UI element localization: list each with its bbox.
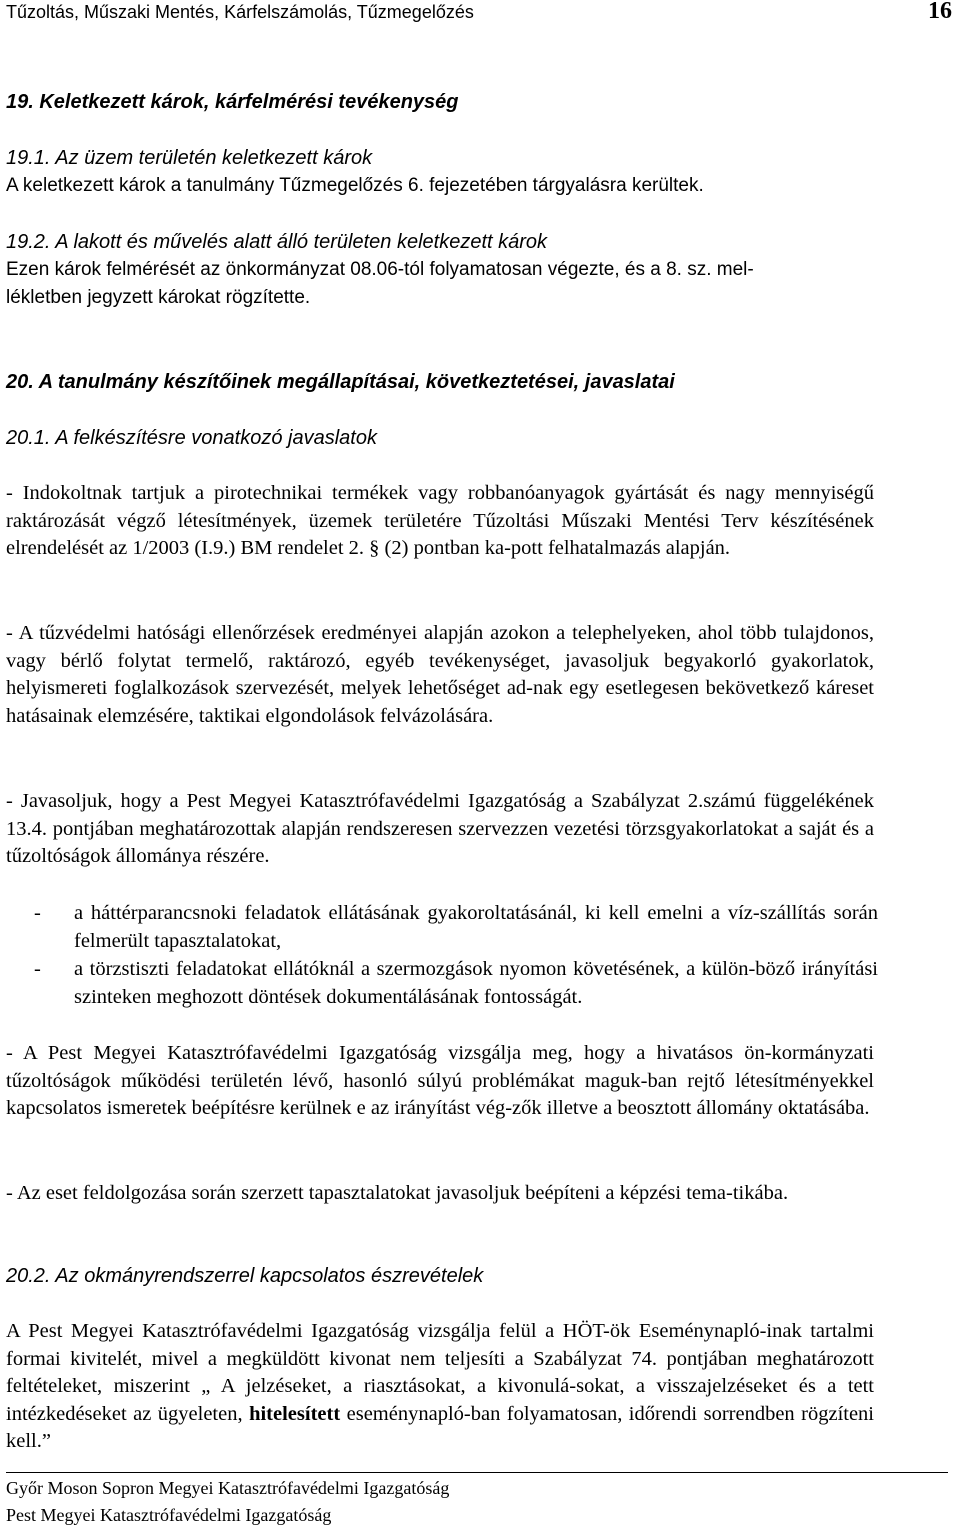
- paragraph-text: A Pest Megyei Katasztrófavédelmi Igazgatóság vizsgálja felül a HÖT-ök Eseménynapló-inak tartalmi formai kivitelét, mivel a megküldött kivonat nem teljesíti a Szabályzat 74. pontjában meghatározott feltételeket, miszerint „ A jelzéseket, a riasztásokat, a kivonulá-sokat, a visszajelzéseket és a tett intézkedéseket az ügyeleten,: [6, 1320, 874, 1425]
- section-20-heading: 20. A tanulmány készítőinek megállapításai, következtetései, javaslatai: [6, 371, 675, 393]
- list-dash: -: [34, 958, 41, 980]
- list-item: [34, 956, 878, 1011]
- paragraph: - Javasoljuk, hogy a Pest Megyei Katasztrófavédelmi Igazgatóság a Szabályzat 2.számú függelékének 13.4. pontjában meghatározottak alapján rendszeresen szervezzen vezetési törzsgyakorlatokat a saját és a tűzoltóságok állománya részére.: [6, 790, 874, 867]
- list-item: [34, 900, 878, 955]
- list-item-text: a törzstiszti feladatokat ellátóknál a szermozgások nyomon követésének, a külön-böző irányítási szinteken meghozott döntések dokumentálásának fontosságát.: [74, 958, 878, 1008]
- section-19-1-heading: 19.1. Az üzem területén keletkezett károk: [6, 147, 373, 169]
- paragraph-text: eseménynapló-ban folyamatosan, időrendi sorrendben rögzíteni kell.”: [6, 1402, 874, 1452]
- paragraph: [6, 1318, 874, 1456]
- emphasis-text: hitelesített: [249, 1402, 341, 1425]
- header-title: Tűzoltás, Műszaki Mentés, Kárfelszámolás, Tűzmegelőzés: [6, 2, 474, 22]
- section-19-2-heading: 19.2. A lakott és művelés alatt álló területen keletkezett károk: [6, 231, 548, 253]
- paragraph: - Indokoltnak tartjuk a pirotechnikai termékek vagy robbanóanyagok gyártását és nagy mennyiségű raktározását végző létesítmények, üzemek területére Tűzoltási Műszaki Mentési Terv készítésének elrendelését az 1/2003 (I.9.) BM rendelet 2. § (2) pontban ka-pott felhatalmazás alapján.: [6, 482, 874, 559]
- section-20-2-heading: 20.2. Az okmányrendszerrel kapcsolatos észrevételek: [6, 1265, 484, 1287]
- footer-rule: [6, 1472, 948, 1473]
- paragraph: - Az eset feldolgozása során szerzett tapasztalatokat javasoljuk beépíteni a képzési tema-tikába.: [6, 1182, 789, 1204]
- footer: [6, 1475, 449, 1529]
- paragraph: - A Pest Megyei Katasztrófavédelmi Igazgatóság vizsgálja meg, hogy a hivatásos ön-kormányzati tűzoltóságok működési területén lévő, hasonló súlyú problémákat maguk-ban rejtő létesítményekkel kapcsolatos ismeretek beépítésre kerülnek e az irányítást vég-zők illetve a beosztott állomány oktatásába.: [6, 1042, 874, 1119]
- list-dash: -: [34, 902, 41, 924]
- footer-line: Győr Moson Sopron Megyei Katasztrófavédelmi Igazgatóság: [6, 1478, 450, 1498]
- page-number: 16: [928, 0, 952, 24]
- section-19-1-text: A keletkezett károk a tanulmány Tűzmegelőzés 6. fejezetében tárgyalásra kerültek.: [6, 175, 704, 196]
- section-19-2-line-2: lékletben jegyzett károkat rögzítette.: [6, 287, 311, 308]
- section-20-1-heading: 20.1. A felkészítésre vonatkozó javaslatok: [6, 427, 377, 449]
- paragraph: - A tűzvédelmi hatósági ellenőrzések eredményei alapján azokon a telephelyeken, ahol több tulajdonos, vagy bérlő folytat termelő, raktározó, egyéb tevékenységet, javasoljuk begyakorló gyakorlatok, helyismereti foglalkozások szervezését, melyek lehetőséget ad-nak egy esetlegesen bekövetkező káreset hatásainak elemzésére, taktikai elgondolások felvázolására.: [6, 622, 874, 727]
- section-19-heading: 19. Keletkezett károk, kárfelmérési tevékenység: [6, 91, 459, 113]
- running-header: [6, 0, 952, 25]
- section-19-2-line-1: Ezen károk felmérését az önkormányzat 08.06-tól folyamatosan végezte, és a 8. sz. mel-: [6, 259, 754, 280]
- footer-line: Pest Megyei Katasztrófavédelmi Igazgatóság: [6, 1505, 332, 1525]
- list-item-text: a háttérparancsnoki feladatok ellátásának gyakoroltatásánál, ki kell emelni a víz-szállítás során felmerült tapasztalatokat,: [74, 902, 878, 952]
